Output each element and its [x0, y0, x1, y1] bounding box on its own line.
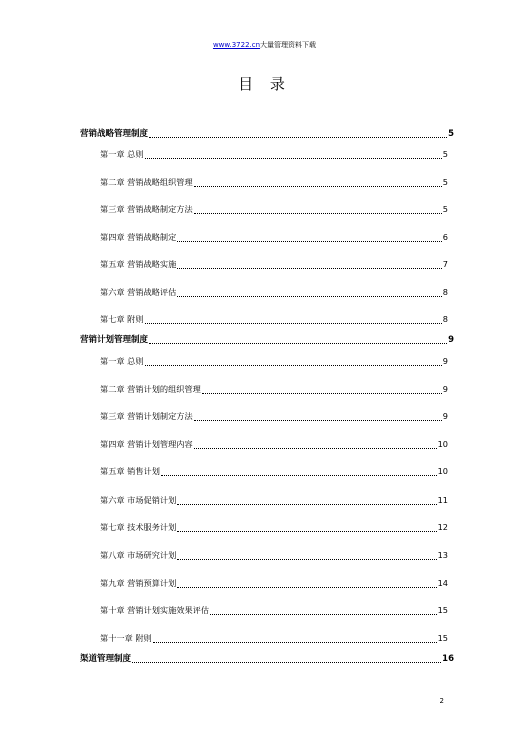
- toc-entry-page: 9: [442, 356, 448, 366]
- toc-chapter-entry[interactable]: [100, 632, 448, 644]
- dot-leader: [145, 158, 442, 159]
- toc-chapter-entry[interactable]: [100, 549, 448, 561]
- toc-chapter-entry[interactable]: [100, 494, 448, 506]
- toc-chapter-entry[interactable]: [100, 258, 448, 270]
- toc-section-entry[interactable]: [80, 653, 454, 665]
- header-text: 大量管理资料下载: [260, 41, 317, 49]
- dot-leader: [149, 137, 447, 138]
- toc-entry-page: 8: [442, 314, 448, 324]
- toc-entry-label: 第四章 营销战略制定: [100, 232, 177, 242]
- header-link[interactable]: www.3722.cn: [212, 41, 261, 49]
- toc-entry-label: 第九章 营销预算计划: [100, 578, 177, 588]
- dot-leader: [194, 213, 442, 214]
- toc-entry-page: 5: [442, 149, 448, 159]
- toc-entry-label: 营销战略管理制度: [80, 129, 149, 139]
- dot-leader: [132, 662, 441, 663]
- toc-entry-label: 第二章 营销战略组织管理: [100, 177, 193, 187]
- toc-entry-page: 8: [442, 287, 448, 297]
- toc-chapter-entry[interactable]: [100, 410, 448, 422]
- dot-leader: [194, 186, 442, 187]
- dot-leader: [177, 559, 436, 560]
- dot-leader: [194, 420, 442, 421]
- toc-entry-page: 10: [437, 439, 448, 449]
- dot-leader: [177, 587, 436, 588]
- dot-leader: [161, 475, 437, 476]
- toc-chapter-entry[interactable]: [100, 203, 448, 215]
- toc-chapter-entry[interactable]: [100, 604, 448, 616]
- dot-leader: [177, 296, 441, 297]
- toc-entry-label: 第五章 销售计划: [100, 466, 160, 476]
- toc-entry-page: 11: [437, 495, 448, 505]
- dot-leader: [177, 504, 436, 505]
- toc-entry-page: 10: [437, 466, 448, 476]
- toc-chapter-entry[interactable]: [100, 383, 448, 395]
- toc-entry-page: 15: [437, 633, 448, 643]
- dot-leader: [145, 323, 442, 324]
- toc-entry-page: 13: [437, 550, 448, 560]
- toc-entry-label: 第七章 技术服务计划: [100, 522, 177, 532]
- toc-chapter-entry[interactable]: [100, 521, 448, 533]
- toc-entry-page: 9: [442, 411, 448, 421]
- toc-entry-label: 第五章 营销战略实施: [100, 259, 177, 269]
- toc-entry-label: 第十章 营销计划实施效果评估: [100, 605, 210, 615]
- dot-leader: [210, 614, 437, 615]
- toc-chapter-entry[interactable]: [100, 176, 448, 188]
- toc-entry-label: 第一章 总则: [100, 356, 144, 366]
- toc-chapter-entry[interactable]: [100, 231, 448, 243]
- toc-entry-label: 第八章 市场研究计划: [100, 550, 177, 560]
- toc-entry-label: 第一章 总则: [100, 149, 144, 159]
- toc-entry-page: 9: [442, 384, 448, 394]
- toc-entry-page: 12: [437, 522, 448, 532]
- dot-leader: [194, 448, 437, 449]
- dot-leader: [177, 241, 441, 242]
- toc-entry-page: 6: [442, 232, 448, 242]
- toc-entry-label: 第四章 营销计划管理内容: [100, 439, 193, 449]
- toc-entry-label: 营销计划管理制度: [80, 335, 149, 345]
- toc-chapter-entry[interactable]: [100, 286, 448, 298]
- dot-leader: [153, 642, 437, 643]
- toc-entry-label: 第六章 营销战略评估: [100, 287, 177, 297]
- toc-entry-page: 5: [442, 204, 448, 214]
- toc-chapter-entry[interactable]: [100, 313, 448, 325]
- toc-section-entry[interactable]: [80, 334, 454, 346]
- toc-section-entry[interactable]: [80, 128, 454, 140]
- toc-title: 目 录: [238, 75, 291, 93]
- toc-entry-page: 5: [448, 129, 454, 139]
- dot-leader: [177, 531, 436, 532]
- toc-chapter-entry[interactable]: [100, 577, 448, 589]
- toc-entry-page: 7: [442, 259, 448, 269]
- dot-leader: [145, 365, 442, 366]
- toc-entry-label: 第二章 营销计划的组织管理: [100, 384, 201, 394]
- toc-entry-label: 第七章 附则: [100, 314, 144, 324]
- toc-entry-page: 5: [442, 177, 448, 187]
- page-number: 2: [439, 697, 444, 705]
- toc-entry-page: 16: [442, 654, 454, 664]
- toc-chapter-entry[interactable]: [100, 465, 448, 477]
- toc-entry-label: 第三章 营销战略制定方法: [100, 204, 193, 214]
- toc-entry-page: 9: [448, 335, 454, 345]
- dot-leader: [149, 343, 447, 344]
- dot-leader: [177, 268, 441, 269]
- toc-entry-label: 第十一章 附则: [100, 633, 152, 643]
- dot-leader: [202, 393, 442, 394]
- toc-entry-page: 14: [437, 578, 448, 588]
- toc-entry-label: 第六章 市场促销计划: [100, 495, 177, 505]
- toc-chapter-entry[interactable]: [100, 438, 448, 450]
- toc-entry-page: 15: [437, 605, 448, 615]
- toc-entry-label: 第三章 营销计划制定方法: [100, 411, 193, 421]
- toc-chapter-entry[interactable]: [100, 148, 448, 160]
- toc-entry-label: 渠道管理制度: [80, 654, 132, 664]
- toc-chapter-entry[interactable]: [100, 355, 448, 367]
